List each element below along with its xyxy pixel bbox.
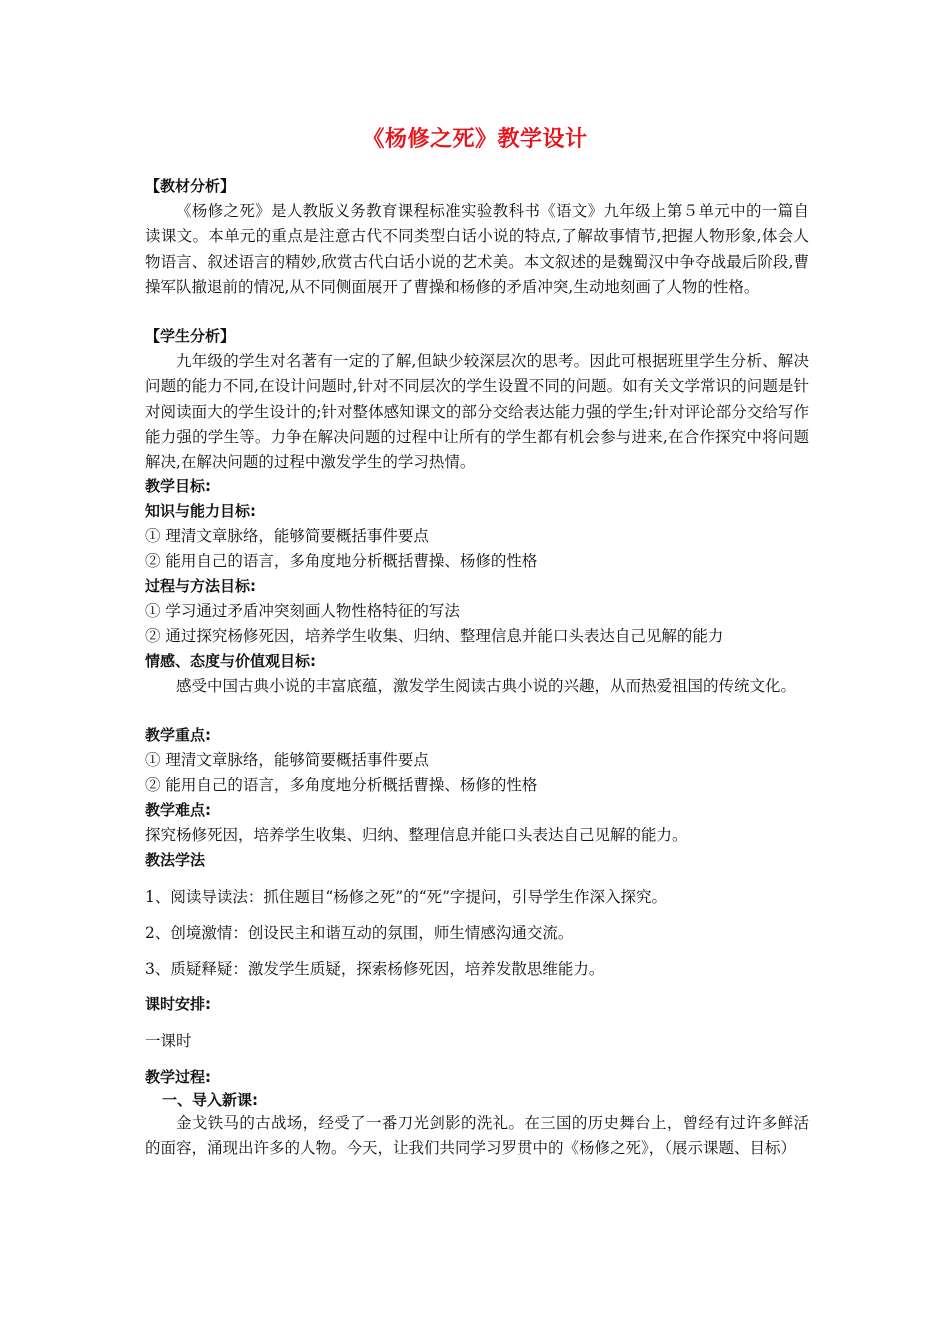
process-goal-item: ① 学习通过矛盾冲突刻画人物性格特征的写法 xyxy=(145,602,460,620)
section-heading-textbook-analysis: 【教材分析】 xyxy=(145,177,236,195)
textbook-analysis-paragraph: 《杨修之死》是人教版义务教育课程标准实验教科书《语文》九年级上第５单元中的一篇自读课文。本单元的重点是注意古代不同类型白话小说的特点,了解故事情节,把握人物形象,体会人物语言、叙述语言的精妙,欣赏古代白话小说的艺术美。本文叙述的是魏蜀汉中争夺战最后阶段,曹操军队撤退前的情况,从不同侧面展开了曹操和杨修的矛盾冲突,生动地刻画了人物的性格。 xyxy=(145,202,809,296)
process-goal-item: ② 通过探究杨修死因，培养学生收集、归纳、整理信息并能口头表达自己见解的能力 xyxy=(145,627,724,645)
knowledge-goals-heading: 知识与能力目标: xyxy=(145,502,256,520)
knowledge-goal-item: ② 能用自己的语言，多角度地分析概括曹操、杨修的性格 xyxy=(145,552,538,570)
schedule-heading: 课时安排: xyxy=(145,995,211,1013)
document-title: 《杨修之死》教学设计 xyxy=(362,127,588,152)
knowledge-goal-item: ① 理清文章脉络，能够简要概括事件要点 xyxy=(145,527,429,545)
student-analysis-paragraph: 九年级的学生对名著有一定的了解,但缺少较深层次的思考。因此可根据班里学生分析、解决问题的能力不同,在设计问题时,针对不同层次的学生设置不同的问题。如有关文学常识的问题是针对阅读面大的学生设计的;针对整体感知课文的部分交给表达能力强的学生;针对评论部分交给写作能力强的学生等。力争在解决问题的过程中让所有的学生都有机会参与进来,在合作探究中将问题解决,在解决问题的过程中激发学生的学习热情。 xyxy=(145,352,809,472)
key-point-item: ② 能用自己的语言，多角度地分析概括曹操、杨修的性格 xyxy=(145,776,538,794)
teaching-goals-heading: 教学目标: xyxy=(145,477,211,495)
difficulty-heading: 教学难点: xyxy=(145,801,211,819)
emotion-goal-paragraph: 感受中国古典小说的丰富底蕴，激发学生阅读古典小说的兴趣，从而热爱祖国的传统文化。 xyxy=(176,677,797,695)
introduction-paragraph: 金戈铁马的古战场，经受了一番刀光剑影的洗礼。在三国的历史舞台上，曾经有过许多鲜活的面容，涌现出许多的人物。今天，让我们共同学习罗贯中的《杨修之死》，（展示课题、目标） xyxy=(145,1114,809,1158)
process-goals-heading: 过程与方法目标: xyxy=(145,577,256,595)
method-item: 2、创境激情：创设民主和谐互动的氛围，师生情感沟通交流。 xyxy=(145,924,574,942)
key-point-item: ① 理清文章脉络，能够简要概括事件要点 xyxy=(145,751,429,769)
difficulty-text: 探究杨修死因，培养学生收集、归纳、整理信息并能口头表达自己见解的能力。 xyxy=(145,826,688,844)
emotion-goals-heading: 情感、态度与价值观目标: xyxy=(145,652,316,670)
process-heading: 教学过程: xyxy=(145,1068,211,1086)
key-points-heading: 教学重点: xyxy=(145,726,211,744)
method-item: 1、阅读导读法：抓住题目“杨修之死”的“死”字提问，引导学生作深入探究。 xyxy=(145,888,668,906)
methods-heading: 教法学法 xyxy=(145,851,206,869)
method-item: 3、质疑释疑：激发学生质疑，探索杨修死因，培养发散思维能力。 xyxy=(145,960,605,978)
section-heading-student-analysis: 【学生分析】 xyxy=(145,327,236,345)
process-step-heading: 一、导入新课: xyxy=(162,1091,258,1109)
schedule-text: 一课时 xyxy=(145,1032,192,1050)
